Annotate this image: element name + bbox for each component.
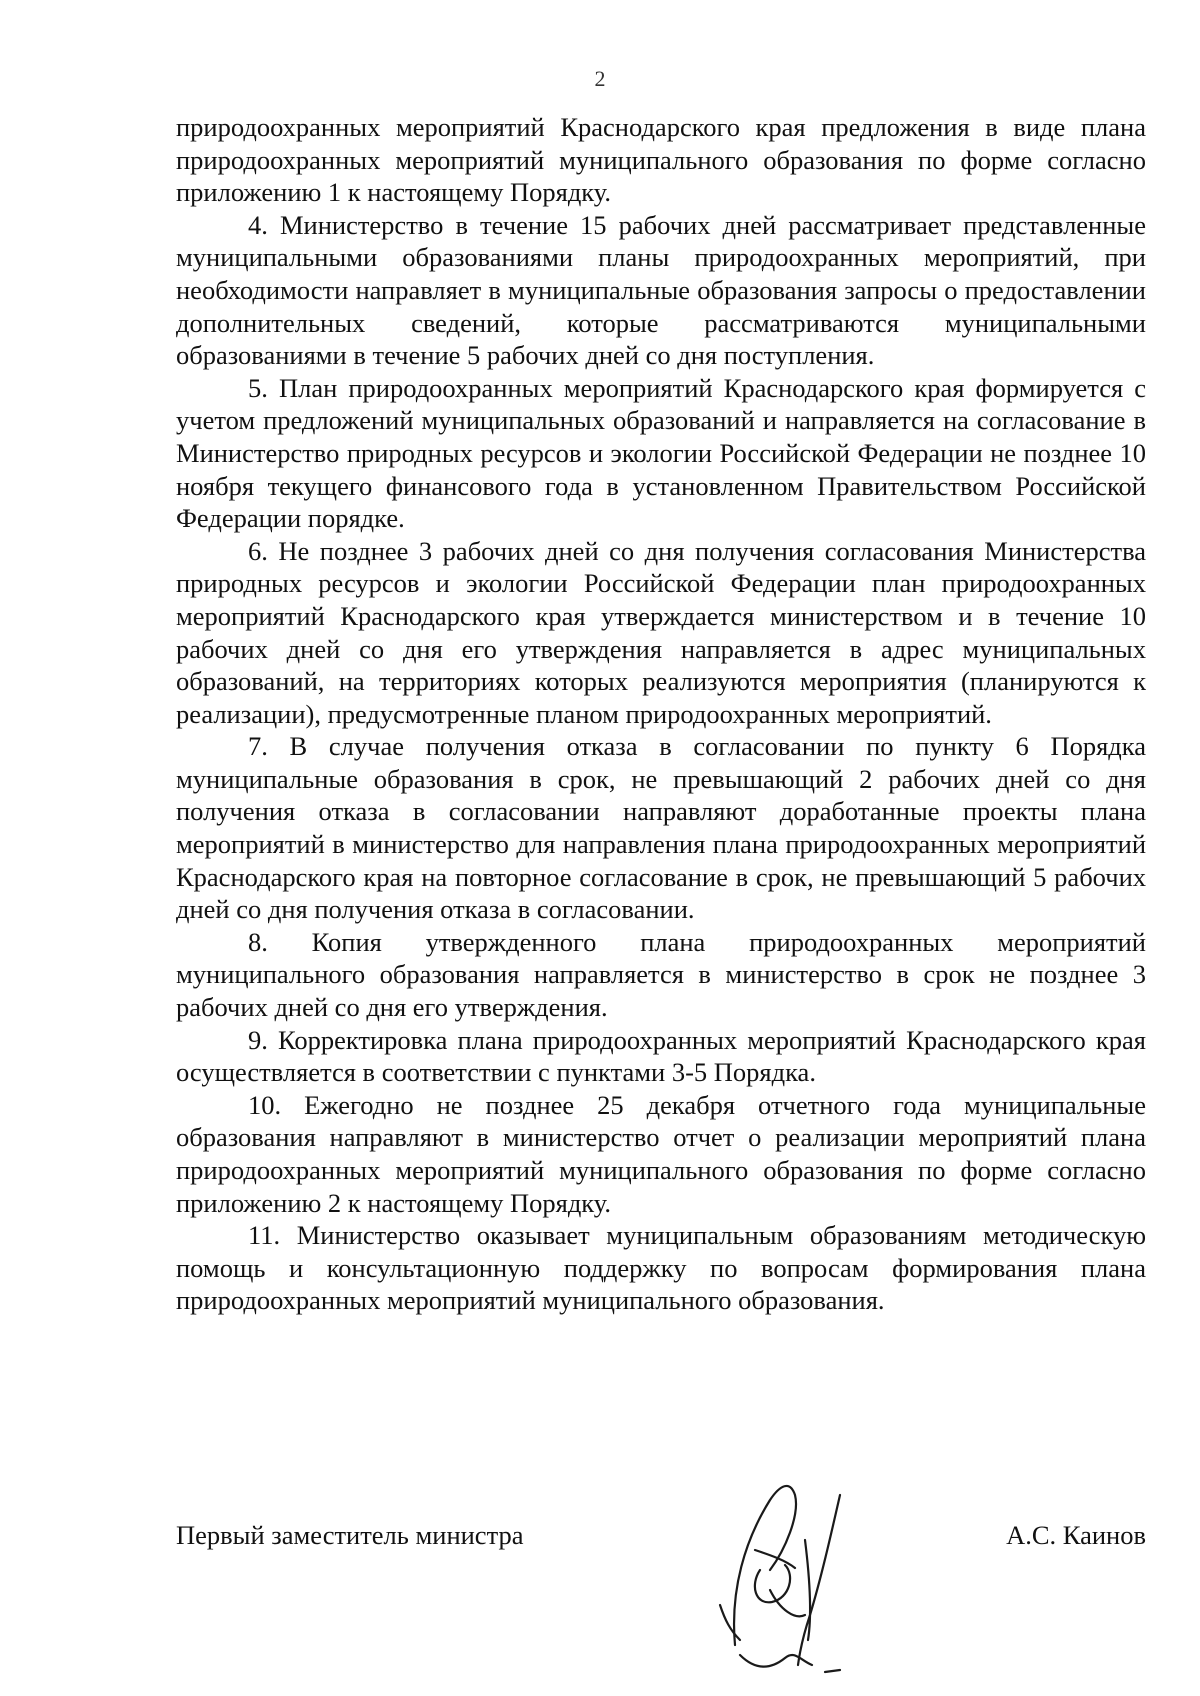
document-body bbox=[176, 111, 1146, 1317]
paragraph-item-10: 10. Ежегодно не позднее 25 декабря отчетного года муниципальные образования направляют в министерство отчет о реализации мероприятий плана природоохранных мероприятий муниципального образования по форме согласно приложению 2 к настоящему Порядку. bbox=[176, 1089, 1146, 1218]
paragraph-item-5: 5. План природоохранных мероприятий Краснодарского края формируется с учетом предложений муниципальных образований и направляется на согласование в Министерство природных ресурсов и экологии Российской Федерации не позднее 10 ноября текущего финансового года в установленном Правительством Российской Федерации порядке. bbox=[176, 372, 1146, 534]
paragraph-item-4: 4. Министерство в течение 15 рабочих дней рассматривает представленные муниципальными образованиями планы природоохранных мероприятий, при необходимости направляет в муниципальные образования запросы о предоставлении дополнительных сведений, которые рассматриваются муниципальными образованиями в течение 5 рабочих дней со дня поступления. bbox=[176, 209, 1146, 371]
page-number: 2 bbox=[594, 66, 606, 91]
paragraph-continuation: природоохранных мероприятий Краснодарского края предложения в виде плана природоохранных мероприятий муниципального образования по форме согласно приложению 1 к настоящему Порядку. bbox=[176, 112, 1146, 208]
paragraph-item-7: 7. В случае получения отказа в согласовании по пункту 6 Порядка муниципальные образования в срок, не превышающий 2 рабочих дней со дня получения отказа в согласовании направляют доработанные проекты плана мероприятий в министерство для направления плана природоохранных мероприятий Краснодарского края на повторное согласование в срок, не превышающий 5 рабочих дней со дня получения отказа в согласовании. bbox=[176, 731, 1146, 925]
handwritten-signature bbox=[700, 1440, 880, 1680]
paragraph-item-9: 9. Корректировка плана природоохранных мероприятий Краснодарского края осуществляется в соответствии с пунктами 3-5 Порядка. bbox=[176, 1024, 1146, 1088]
paragraph-item-8: 8. Копия утвержденного плана природоохранных мероприятий муниципального образования направляется в министерство в срок не позднее 3 рабочих дней со дня его утверждения. bbox=[176, 926, 1146, 1023]
paragraph-item-11: 11. Министерство оказывает муниципальным образованиям методическую помощь и консультационную поддержку по вопросам формирования плана природоохранных мероприятий муниципального образования. bbox=[176, 1220, 1146, 1316]
signer-name: А.С. Каинов bbox=[1006, 1520, 1146, 1550]
signer-position: Первый заместитель министра bbox=[176, 1520, 524, 1550]
paragraph-item-6: 6. Не позднее 3 рабочих дней со дня получения согласования Министерства природных ресурсов и экологии Российской Федерации план природоохранных мероприятий Краснодарского края утверждается министерством и в течение 10 рабочих дней со дня его утверждения направляется в адрес муниципальных образований, на территориях которых реализуются мероприятия (планируются к реализации), предусмотренные планом природоохранных мероприятий. bbox=[176, 535, 1146, 729]
signature-block bbox=[176, 1520, 1146, 1560]
